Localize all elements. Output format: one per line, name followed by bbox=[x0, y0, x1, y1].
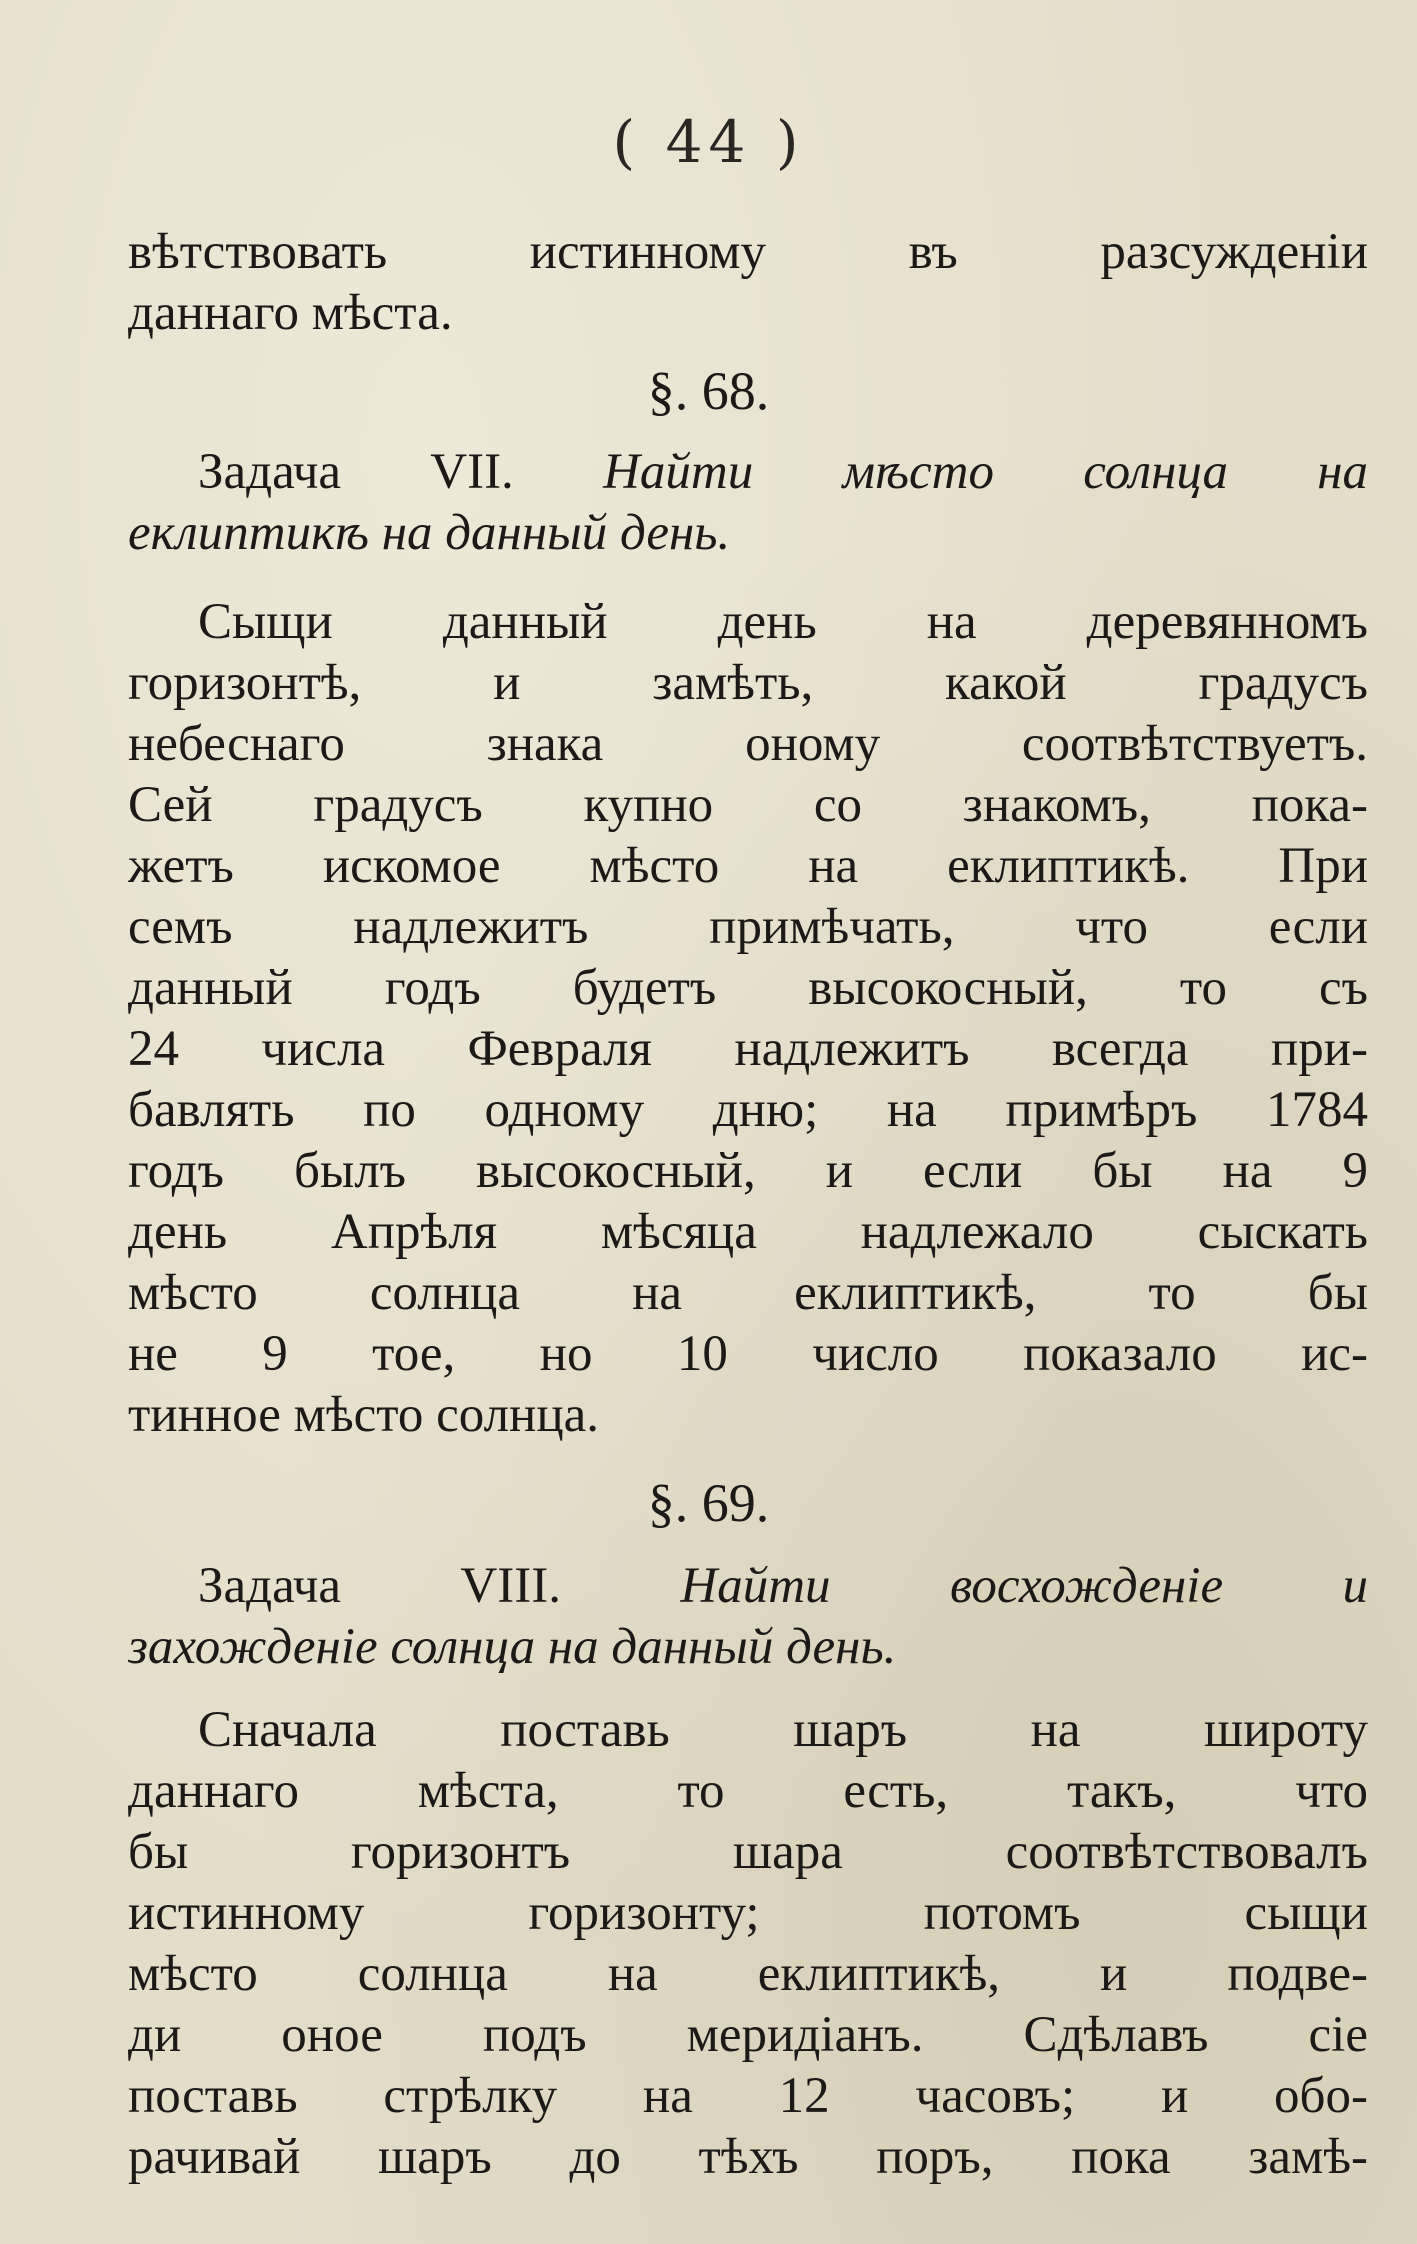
text-line: истинному горизонту; потомъ сыщи bbox=[128, 1885, 1368, 1941]
text-line: Сыщи данный день на деревянномъ bbox=[198, 594, 1368, 650]
problem-statement: Найти мѣсто солнца на bbox=[603, 444, 1368, 500]
text-line: семъ надлежитъ примѣчать, что если bbox=[128, 899, 1368, 955]
continuation-paragraph bbox=[128, 222, 1368, 344]
problem-label: Задача VIII. bbox=[198, 1558, 561, 1614]
text-line: небеснаго знака оному соотвѣтствуетъ. bbox=[128, 716, 1368, 772]
page-number: ( 44 ) bbox=[612, 108, 805, 176]
text-line: день Апрѣля мѣсяца надлежало сыскать bbox=[128, 1204, 1368, 1260]
problem-title-line bbox=[128, 442, 1368, 503]
problem-label: Задача VII. bbox=[198, 444, 514, 500]
text-line: мѣсто солнца на еклиптикѣ, и подве- bbox=[128, 1946, 1368, 2002]
section-69-heading: §. 69. bbox=[647, 1473, 770, 1533]
section-69-body bbox=[128, 1700, 1368, 2188]
text-line: поставь стрѣлку на 12 часовъ; и обо- bbox=[128, 2068, 1368, 2124]
text-line: рачивай шаръ до тѣхъ поръ, пока замѣ- bbox=[128, 2129, 1368, 2185]
section-69-problem bbox=[128, 1556, 1368, 1678]
text-line: 24 числа Февраля надлежитъ всегда при- bbox=[128, 1021, 1368, 1077]
section-68-body bbox=[128, 592, 1368, 1446]
text-line: жетъ искомое мѣсто на еклиптикѣ. При bbox=[128, 838, 1368, 894]
text-line: Сей градусъ купно со знакомъ, пока- bbox=[128, 777, 1368, 833]
text-line: данный годъ будетъ высокосный, то съ bbox=[128, 960, 1368, 1016]
text-line: тинное мѣсто солнца. bbox=[128, 1387, 600, 1443]
section-68-problem bbox=[128, 442, 1368, 564]
text-line: бы горизонтъ шара соотвѣтствовалъ bbox=[128, 1824, 1368, 1880]
problem-statement-line: еклиптикѣ на данный день. bbox=[128, 505, 731, 561]
problem-statement: Найти восхожденіе и bbox=[680, 1558, 1368, 1614]
section-68-heading: §. 68. bbox=[647, 361, 770, 421]
text-line: ди оное подъ меридіанъ. Сдѣлавъ сіе bbox=[128, 2007, 1368, 2063]
text-line: годъ былъ высокосный, и если бы на 9 bbox=[128, 1143, 1368, 1199]
problem-title-line bbox=[128, 1556, 1368, 1617]
text-line: горизонтѣ, и замѣть, какой градусъ bbox=[128, 655, 1368, 711]
text-line: бавлять по одному дню; на примѣръ 1784 bbox=[128, 1082, 1368, 1138]
text-line: вѣтствовать истинному въ разсужденіи bbox=[128, 224, 1368, 280]
text-line: не 9 тое, но 10 число показало ис- bbox=[128, 1326, 1368, 1382]
text-line: даннаго мѣста. bbox=[128, 285, 453, 341]
problem-statement-line: захожденіе солнца на данный день. bbox=[128, 1619, 897, 1675]
text-line: Сначала поставь шаръ на широту bbox=[198, 1702, 1368, 1758]
text-line: мѣсто солнца на еклиптикѣ, то бы bbox=[128, 1265, 1368, 1321]
text-line: даннаго мѣста, то есть, такъ, что bbox=[128, 1763, 1368, 1819]
